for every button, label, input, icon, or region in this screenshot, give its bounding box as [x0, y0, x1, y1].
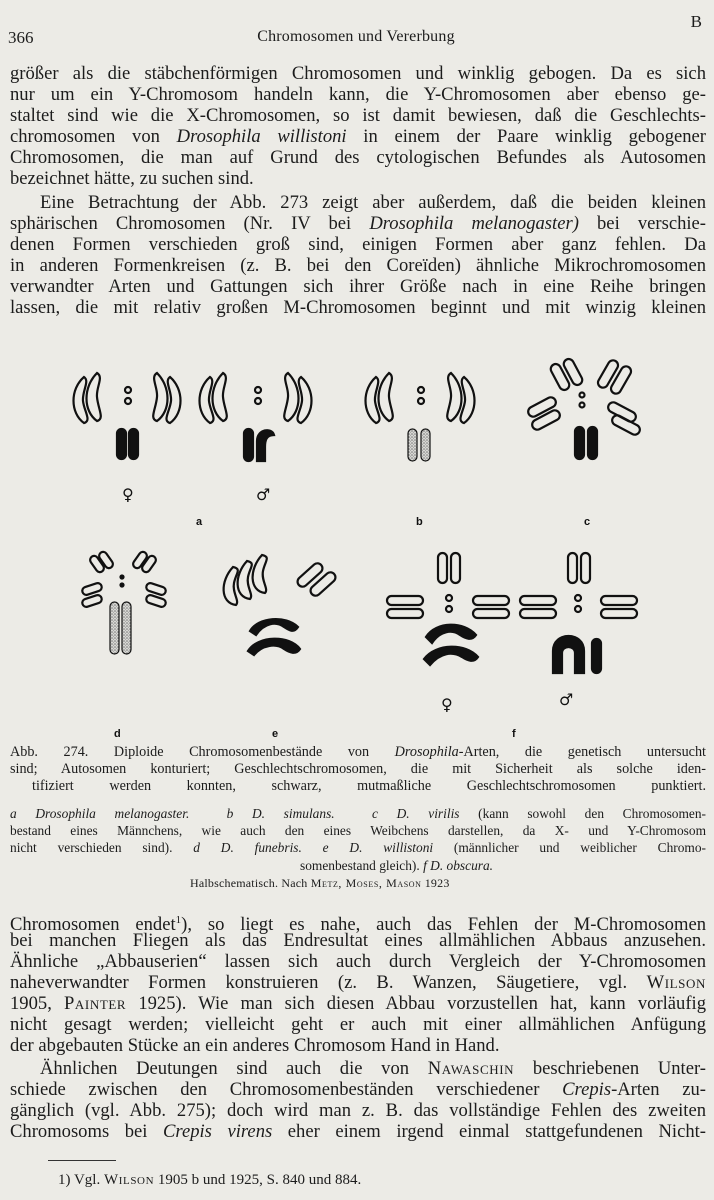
panel-label-e: e: [272, 728, 279, 740]
chromosome-set-f-male: [520, 553, 637, 673]
text-line: nicht gesagt werden; vielleicht geht er auch mit einer allmählichen Anfügung: [10, 1014, 706, 1035]
panel-label-f: f: [512, 728, 516, 740]
legend-line: somenbestand gleich). f D. obscura.: [300, 858, 494, 873]
text-line: der abgebauten Stücke an ein anderes Chromosom Hand in Hand.: [10, 1035, 500, 1056]
legend-line: a Drosophila melanogaster. b D. simulans. c D. virilis (kann sowohl den Chromosomen-: [10, 806, 706, 821]
caption-line: sind; Autosomen konturiert; Geschlechtschromosomen, die mit Sicherheit als solche iden-: [10, 761, 706, 777]
panel-label-b: b: [416, 516, 423, 528]
text-line: schiede zwischen den Chromosomenbeständen verschiedener Crepis-Arten zu-: [10, 1079, 706, 1100]
chromosome-set-d: [81, 550, 166, 654]
text-line: Chromosoms bei Crepis virens eher einem irgend einmal stattgefundenen Nicht-: [10, 1121, 706, 1142]
text-line: verwandter Arten und Gattungen sich ihrer Größe nach in eine Reihe bringen: [10, 276, 706, 297]
text-line: nur um ein Y-Chromosom handeln kann, die Y-Chromosomen aber ebenso ge-: [10, 84, 706, 105]
chromosome-set-c: [526, 357, 641, 459]
signature-mark: B: [690, 12, 702, 31]
text-line: größer als die stäbchenförmigen Chromosomen und winklig gebogen. Da es sich: [10, 63, 706, 84]
panel-label-a: a: [196, 516, 203, 528]
species-name: Drosophila willistoni: [176, 126, 347, 147]
text-line: Ähnlichen Deutungen sind auch die von Nawaschin beschriebenen Unter-: [40, 1058, 706, 1079]
text-line: Ähnliche „Abbauserien“ lassen sich auch durch Vergleich der Y-Chromosomen: [10, 951, 706, 972]
footnote-ref: 1: [175, 914, 182, 926]
footnote: 1) Vgl. Wilson 1905 b und 1925, S. 840 und 884.: [58, 1172, 362, 1188]
running-title: Chromosomen und Vererbung: [257, 28, 455, 45]
female-symbol: ♀: [122, 485, 134, 504]
page-number: 366: [8, 28, 34, 47]
text-line: 1905, Painter 1925). Wie man sich diesen Abbau vorzustellen hat, kann vorläufig: [10, 993, 707, 1014]
species-name: Drosophila melanogaster): [369, 213, 579, 234]
text-line: Chromosomen, die man auf Grund des cytologischen Befundes als Autosomen: [10, 147, 706, 168]
text-line: Chromosomen endet$^1$), so liegt es nahe, auch das Fehlen der M-Chromosomen: [10, 914, 706, 936]
text-line: lassen, die mit relativ großen M-Chromosomen beginnt und mit winzig kleinen: [10, 297, 706, 318]
chromosome-set-e: [224, 555, 338, 655]
female-symbol: ♀: [441, 695, 453, 714]
text-line: chromosomen von Drosophila willistoni in einem der Paare winklig gebogener: [10, 126, 707, 147]
caption-line: tifiziert werden konnten, schwarz, mutmaßliche Geschlechtschromosomen punktiert.: [32, 778, 706, 794]
male-symbol: ♂: [559, 690, 574, 709]
running-header: [8, 12, 704, 50]
caption-line: Abb. 274. Diploide Chromosomenbestände von Drosophila-Arten, die genetisch untersucht: [10, 744, 706, 760]
chromosome-set-b: [366, 373, 475, 461]
chromosome-figure: [0, 355, 714, 740]
legend-line: nicht verschieden sind). d D. funebris. e D. willistoni (männlicher und weiblicher Chromo-: [10, 840, 706, 855]
text-line: gänglich (vgl. Abb. 275); doch wird man z. B. das vollständige Fehlen des zweiten: [10, 1100, 706, 1121]
figure-credit: Halbschematisch. Nach Metz, Moses, Mason 1923: [190, 876, 450, 890]
panel-label-d: d: [114, 728, 121, 740]
text-line: bezeichnet hätte, zu suchen sind.: [10, 168, 254, 189]
text-line: staltet sind wie die X-Chromosomen, so ist damit bewiesen, daß die Geschlechts-: [10, 105, 706, 126]
legend-line: bestand eines Männchens, wie auch den eines Weibchens darstellen, da X- und Y-Chromosom: [10, 823, 706, 838]
footnote-rule: [48, 1160, 116, 1161]
text-line: denen Formen verschieden groß sind, einigen Formen aber ganz fehlen. Da: [10, 234, 706, 255]
text-line: Eine Betrachtung der Abb. 273 zeigt aber außerdem, daß die beiden kleinen: [40, 192, 706, 213]
text-line: in anderen Formenkreisen (z. B. bei den Coreïden) ähnliche Mikrochromosomen: [10, 255, 706, 276]
chromosome-set-a-male: [200, 373, 312, 461]
chromosome-set-f-female: [387, 553, 509, 665]
text-line: sphärischen Chromosomen (Nr. IV bei Drosophila melanogaster) bei verschie-: [10, 213, 706, 234]
text-line: naheverwandter Formen konstruieren (z. B. Wanzen, Säugetiere, vgl. Wilson: [10, 972, 706, 993]
text-line: bei manchen Fliegen als das Endresultat eines allmählichen Abbaus anzusehen.: [10, 930, 706, 951]
panel-label-c: c: [584, 516, 591, 528]
male-symbol: ♂: [256, 485, 271, 504]
chromosome-set-a-female: [74, 373, 181, 459]
